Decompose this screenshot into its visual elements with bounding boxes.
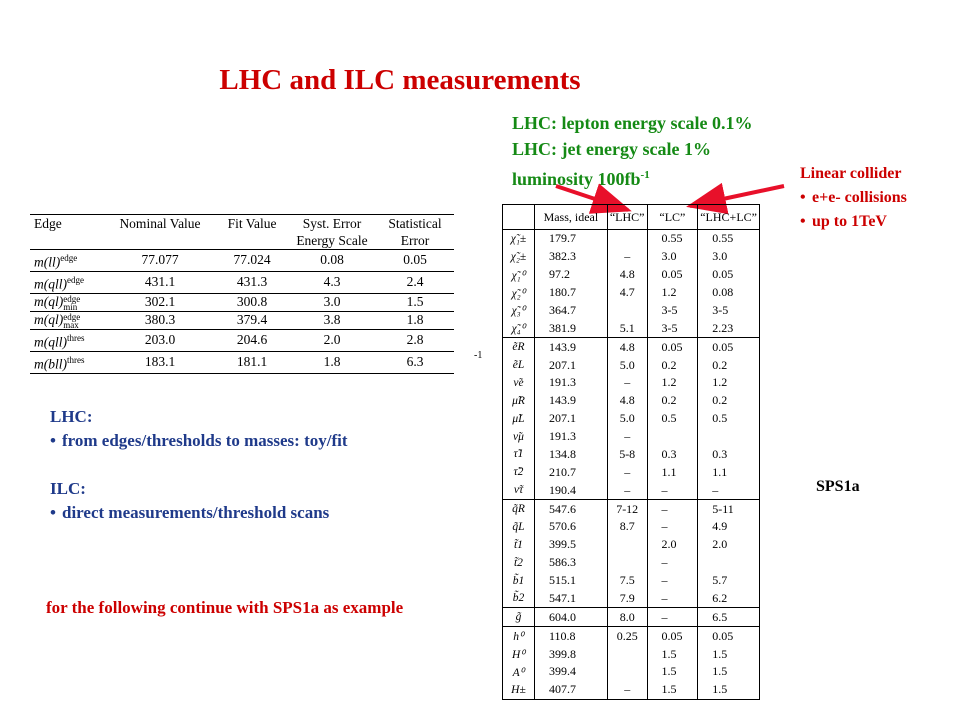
ilc-item [50, 501, 348, 525]
combined-error: 1.5 [698, 663, 760, 681]
combined-error [698, 554, 760, 572]
combined-error: 6.2 [698, 590, 760, 608]
combined-error: 0.2 [698, 356, 760, 374]
mass-ideal: 97.2 [534, 266, 607, 284]
combined-error: 3-5 [698, 302, 760, 320]
lc-error: 1.2 [647, 374, 698, 392]
mass-ideal: 110.8 [534, 627, 607, 645]
lhc-error [607, 554, 647, 572]
lc-error: 1.5 [647, 663, 698, 681]
syst-error: 3.8 [323, 312, 341, 328]
lhc-item-text: from edges/thresholds to masses: toy/fit [62, 431, 348, 450]
particle-symbol: ν̃e [513, 376, 524, 389]
particle-symbol: A⁰ [512, 666, 525, 679]
table-row [503, 284, 760, 302]
combined-error: 1.5 [698, 681, 760, 699]
combined-error: 2.23 [698, 319, 760, 337]
combined-error: 1.2 [698, 374, 760, 392]
particle-symbol: τ̃2 [513, 466, 524, 479]
lhc-error: – [607, 681, 647, 699]
combined-error: 2.0 [698, 536, 760, 554]
particle-symbol: h⁰ [503, 627, 535, 645]
lc-error: 1.1 [647, 463, 698, 481]
lhc-error [607, 645, 647, 663]
lc-error: 3-5 [647, 319, 698, 337]
table-row [503, 608, 760, 627]
lc-error: – [647, 572, 698, 590]
mass-ideal: 210.7 [534, 463, 607, 481]
table-row [30, 294, 454, 312]
luminosity-exponent: -1 [640, 169, 650, 181]
edge-observable: m(ll)$^{edge}$ [34, 253, 78, 270]
slide-title: LHC and ILC measurements [219, 64, 581, 96]
ilc-item-text: direct measurements/threshold scans [62, 503, 330, 522]
table-row [503, 392, 760, 410]
table-row [30, 250, 454, 272]
lc-error: – [647, 500, 698, 518]
table-row [503, 663, 760, 681]
lc-error: 0.05 [647, 266, 698, 284]
fit-value: 204.6 [236, 332, 268, 348]
table-row [503, 356, 760, 374]
mass-ideal: 570.6 [534, 518, 607, 536]
mass-table [502, 204, 760, 700]
lc-error: 3.0 [647, 248, 698, 266]
lc-error: – [647, 608, 698, 627]
lhc-error [607, 230, 647, 248]
lc-error: 1.2 [647, 284, 698, 302]
combined-error: 1.5 [698, 645, 760, 663]
nominal-value: 77.077 [141, 252, 179, 268]
lc-error: – [647, 554, 698, 572]
particle-symbol: H⁰ [512, 649, 525, 662]
lc-error: 0.55 [647, 230, 698, 248]
particle-symbol: t̃2 [513, 556, 523, 569]
lhc-error: – [607, 374, 647, 392]
particle-symbol: χ̃₂⁰ [511, 287, 526, 300]
jet-scale-text: LHC: jet energy scale 1% [512, 139, 711, 159]
mass-ideal: 399.4 [534, 663, 607, 681]
mass-ideal: 191.3 [534, 374, 607, 392]
combined-error: 0.05 [698, 627, 760, 645]
edge-table-header [30, 215, 454, 250]
lc-error: – [647, 481, 698, 499]
edge-observable: m(qll)$^{edge}$ [34, 275, 84, 292]
lc-error: – [647, 590, 698, 608]
table-row [503, 428, 760, 446]
lhc-error: 0.25 [607, 627, 647, 645]
lhc-error: 5.1 [607, 319, 647, 337]
syst-error: 3.0 [323, 294, 341, 310]
fit-value: 379.4 [236, 312, 268, 328]
lhc-error: 7.9 [607, 590, 647, 608]
mass-ideal: 143.9 [534, 392, 607, 410]
combined-error: 1.1 [698, 463, 760, 481]
particle-symbol: H± [511, 683, 526, 696]
particle-symbol: b̃2 [512, 592, 525, 605]
edge-observable: m(bll)$^{thres}$ [34, 355, 85, 372]
particle-symbol: χ̃₁⁰ [511, 269, 526, 282]
edge-observable: m(ql)edge max [34, 312, 81, 330]
particle-symbol: q̃L [512, 520, 525, 533]
table-row [30, 330, 454, 352]
table-row [503, 500, 760, 518]
lc-error: 2.0 [647, 536, 698, 554]
col-lc: “LC” [647, 205, 698, 230]
lc-error: 0.2 [647, 356, 698, 374]
combined-error: 0.3 [698, 446, 760, 464]
mass-ideal: 190.4 [534, 481, 607, 499]
mass-ideal: 547.6 [534, 500, 607, 518]
particle-symbol: t̃1 [513, 538, 523, 551]
particle-symbol: b̃1 [512, 574, 525, 587]
mass-ideal: 134.8 [534, 446, 607, 464]
lhc-error: – [607, 463, 647, 481]
lhc-error: 5.0 [607, 356, 647, 374]
lhc-error: 4.8 [607, 338, 647, 356]
lhc-error: 4.7 [607, 284, 647, 302]
lhc-error: 8.0 [607, 608, 647, 627]
mass-ideal: 399.5 [534, 536, 607, 554]
combined-error: 0.05 [698, 338, 760, 356]
luminosity-value: luminosity 100fb [512, 169, 641, 189]
combined-error: – [698, 481, 760, 499]
stat-error: 1.8 [406, 312, 424, 328]
lc-error: 0.3 [647, 446, 698, 464]
stat-error: 0.05 [403, 252, 427, 268]
mass-ideal: 382.3 [534, 248, 607, 266]
nominal-value: 431.1 [144, 274, 176, 290]
lhc-heading: LHC: [50, 407, 93, 426]
mass-table-header [503, 205, 760, 230]
lc-error: 0.05 [647, 627, 698, 645]
table-row [503, 248, 760, 266]
col-lhc: “LHC” [607, 205, 647, 230]
table-row [503, 627, 760, 645]
table-row [503, 302, 760, 320]
lc-error [647, 428, 698, 446]
edge-table [30, 214, 454, 374]
combined-error [698, 428, 760, 446]
mass-ideal: 407.7 [534, 681, 607, 699]
particle-symbol: ẽR [503, 338, 535, 356]
table-row [503, 338, 760, 356]
col-nominal: Nominal Value [119, 216, 201, 231]
lc-error: 0.2 [647, 392, 698, 410]
particle-symbol: ẽL [512, 359, 525, 372]
mass-ideal: 191.3 [534, 428, 607, 446]
fit-value: 300.8 [236, 294, 268, 310]
example-note: for the following continue with SPS1a as example [46, 598, 404, 617]
stray-label: -1 [474, 350, 483, 361]
table-row [503, 481, 760, 499]
combined-error: 0.05 [698, 266, 760, 284]
mass-ideal: 381.9 [534, 319, 607, 337]
combined-error: 6.5 [698, 608, 760, 627]
lhc-error: 7.5 [607, 572, 647, 590]
table-row [503, 463, 760, 481]
particle-symbol: μ̃R [512, 394, 525, 407]
sps1a-label: SPS1a [816, 478, 860, 495]
bullet-icon: • [800, 213, 806, 230]
lc-error: – [647, 518, 698, 536]
edge-observable: m(qll)$^{thres}$ [34, 333, 85, 350]
particle-symbol: g̃ [503, 608, 535, 627]
stat-error: 1.5 [406, 294, 424, 310]
combined-error: 0.55 [698, 230, 760, 248]
lhc-error: – [607, 428, 647, 446]
arrow-to-lc-column [690, 186, 784, 206]
particle-symbol: χ̃₂± [510, 250, 527, 263]
mass-ideal: 179.7 [534, 230, 607, 248]
table-row [503, 590, 760, 608]
table-row [503, 319, 760, 337]
combined-error: 0.08 [698, 284, 760, 302]
mass-ideal: 207.1 [534, 356, 607, 374]
particle-symbol: q̃R [503, 500, 535, 518]
particle-symbol: ν̃μ [513, 430, 524, 443]
table-row [503, 681, 760, 699]
col-particle [503, 205, 535, 230]
table-row [503, 446, 760, 464]
fit-value: 77.024 [233, 252, 271, 268]
bullet-icon: • [50, 503, 56, 522]
mass-ideal: 515.1 [534, 572, 607, 590]
stat-error: 2.4 [406, 274, 424, 290]
stat-error: 6.3 [406, 354, 424, 370]
lc-error: 0.5 [647, 410, 698, 428]
lc-item-text: e+e- collisions [812, 189, 907, 206]
bullet-icon: • [50, 431, 56, 450]
lhc-error [607, 536, 647, 554]
particle-symbol: μ̃L [512, 412, 525, 425]
col-edge: Edge [34, 216, 62, 231]
mass-ideal: 399.8 [534, 645, 607, 663]
combined-error: 0.5 [698, 410, 760, 428]
syst-error: 1.8 [323, 354, 341, 370]
lhc-error: 7-12 [607, 500, 647, 518]
combined-error: 5-11 [698, 500, 760, 518]
lhc-error [607, 663, 647, 681]
lhc-error: 5.0 [607, 410, 647, 428]
particle-symbol: ν̃τ [513, 484, 524, 497]
ilc-heading: ILC: [50, 479, 86, 498]
mass-ideal: 180.7 [534, 284, 607, 302]
particle-symbol: χ̃₄⁰ [511, 323, 526, 336]
syst-error: 2.0 [323, 332, 341, 348]
table-row [503, 518, 760, 536]
lc-error: 1.5 [647, 681, 698, 699]
lhc-error: – [607, 481, 647, 499]
mass-ideal: 604.0 [534, 608, 607, 627]
combined-error: 5.7 [698, 572, 760, 590]
lhc-item [50, 429, 348, 453]
stat-error: 2.8 [406, 332, 424, 348]
lepton-scale-text: LHC: lepton energy scale 0.1% [512, 113, 753, 133]
methods-block [50, 405, 348, 525]
col-mass: Mass, ideal [534, 205, 607, 230]
linear-collider-title: Linear collider [800, 165, 902, 182]
table-row [503, 410, 760, 428]
col-fit: Fit Value [227, 216, 277, 231]
table-row [503, 645, 760, 663]
lc-error: 0.05 [647, 338, 698, 356]
lhc-error: 8.7 [607, 518, 647, 536]
nominal-value: 302.1 [144, 294, 176, 310]
mass-ideal: 143.9 [534, 338, 607, 356]
table-row [503, 554, 760, 572]
combined-error: 4.9 [698, 518, 760, 536]
col-syst: Syst. Error Energy Scale [296, 216, 368, 248]
lhc-error: 4.8 [607, 392, 647, 410]
table-row [503, 374, 760, 392]
mass-ideal: 207.1 [534, 410, 607, 428]
mass-ideal: 364.7 [534, 302, 607, 320]
edge-observable: m(ql)edge min [34, 294, 81, 313]
combined-error: 3.0 [698, 248, 760, 266]
lhc-error: 5-8 [607, 446, 647, 464]
table-row [503, 536, 760, 554]
nominal-value: 203.0 [144, 332, 176, 348]
col-stat: Statistical Error [388, 216, 442, 248]
syst-error: 4.3 [323, 274, 341, 290]
lc-error: 1.5 [647, 645, 698, 663]
col-lhc-lc: “LHC+LC” [698, 205, 760, 230]
lhc-error: – [607, 248, 647, 266]
table-row [30, 272, 454, 294]
lc-item-text: up to 1TeV [812, 213, 887, 230]
table-row [30, 352, 454, 374]
table-row [30, 312, 454, 330]
fit-value: 431.3 [236, 274, 268, 290]
mass-ideal: 547.1 [534, 590, 607, 608]
particle-symbol: τ̃1 [513, 448, 524, 461]
nominal-value: 183.1 [144, 354, 176, 370]
bullet-icon: • [800, 189, 806, 206]
table-row [503, 230, 760, 248]
lhc-error: 4.8 [607, 266, 647, 284]
syst-error: 0.08 [320, 252, 344, 268]
particle-symbol: χ̃₃⁰ [511, 305, 526, 318]
mass-ideal: 586.3 [534, 554, 607, 572]
table-row [503, 572, 760, 590]
table-row [503, 266, 760, 284]
combined-error: 0.2 [698, 392, 760, 410]
particle-symbol: χ̃₁± [510, 232, 527, 245]
fit-value: 181.1 [236, 354, 268, 370]
lhc-error [607, 302, 647, 320]
lc-error: 3-5 [647, 302, 698, 320]
nominal-value: 380.3 [144, 312, 176, 328]
